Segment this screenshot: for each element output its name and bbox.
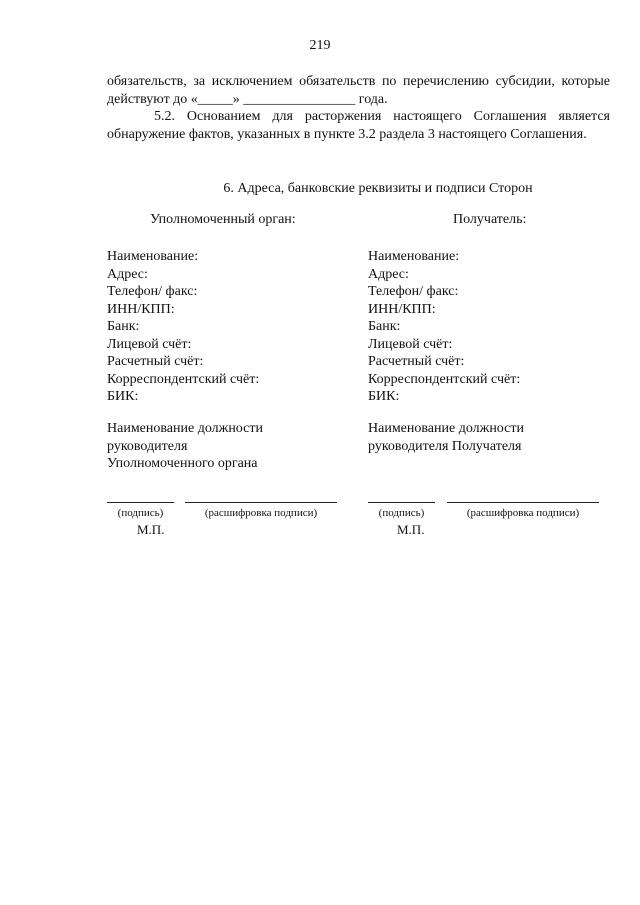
field-bik-label: БИК: <box>107 389 139 404</box>
field-correspondent-account-label: Корреспондентский счёт: <box>368 371 521 387</box>
right-decode-line <box>447 502 599 503</box>
field-personal-account-label: Лицевой счёт: <box>107 336 192 352</box>
left-signature-caption: (подпись) <box>117 507 164 519</box>
section-title: 6. Адреса, банковские реквизиты и подписи Сторон <box>223 181 533 196</box>
right-decode-caption: (расшифровка подписи) <box>466 507 580 519</box>
field-inn-kpp-label: ИНН/КПП: <box>107 301 175 317</box>
field-inn-kpp-label: ИНН/КПП: <box>368 301 436 317</box>
field-settlement-account-label: Расчетный счёт: <box>368 354 465 369</box>
position-line: Наименование должности <box>368 421 524 436</box>
right-signature-caption: (подпись) <box>378 507 425 519</box>
position-line: руководителя Получателя <box>368 438 522 454</box>
left-decode-line <box>185 502 337 503</box>
field-bank-label: Банк: <box>368 319 401 334</box>
right-requisites <box>368 248 608 406</box>
paragraph-5-2: 5.2. Основанием для расторжения настоящего Соглашения является обнаружение фактов, указанных в пункте 3.2 раздела 3 настоящего Соглашения. <box>107 109 610 142</box>
field-personal-account-label: Лицевой счёт: <box>368 336 453 352</box>
field-name-label: Наименование: <box>107 249 199 264</box>
right-stamp-place: М.П. <box>397 522 425 537</box>
position-line: Наименование должности <box>107 421 263 436</box>
left-decode-caption: (расшифровка подписи) <box>204 507 318 519</box>
left-signature-line <box>107 502 174 503</box>
right-position-title <box>368 420 608 455</box>
right-signature-line <box>368 502 435 503</box>
position-line: Уполномоченного органа <box>107 456 258 471</box>
left-column-header: Уполномоченный орган: <box>150 212 296 227</box>
position-line: руководителя <box>107 438 188 454</box>
page-number: 219 <box>309 38 331 53</box>
field-name-label: Наименование: <box>368 249 460 264</box>
field-correspondent-account-label: Корреспондентский счёт: <box>107 371 260 387</box>
left-position-title <box>107 420 347 473</box>
field-address-label: Адрес: <box>368 266 409 282</box>
right-column-header: Получатель: <box>453 212 527 227</box>
field-address-label: Адрес: <box>107 266 148 282</box>
field-phone-fax-label: Телефон/ факс: <box>107 284 198 299</box>
paragraph-continuation: обязательств, за исключением обязательств по перечислению субсидии, которые действуют до «_____» ________________ года. <box>107 74 610 107</box>
left-stamp-place: М.П. <box>137 522 165 537</box>
field-phone-fax-label: Телефон/ факс: <box>368 284 459 299</box>
left-requisites <box>107 248 347 406</box>
field-settlement-account-label: Расчетный счёт: <box>107 354 204 369</box>
field-bank-label: Банк: <box>107 319 140 334</box>
field-bik-label: БИК: <box>368 389 400 404</box>
